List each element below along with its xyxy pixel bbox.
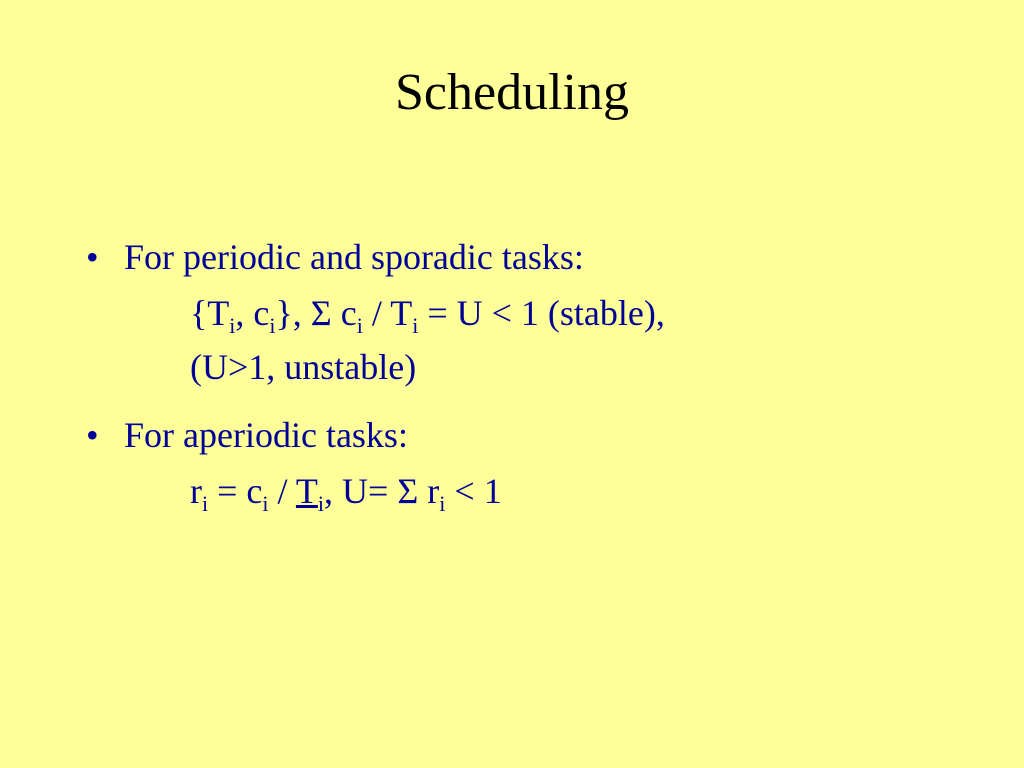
slide-title: Scheduling [395,64,629,121]
subscript-i: i [202,491,209,517]
formula-part: = U < 1 (stable), [418,293,665,333]
formula-part: r [190,471,202,511]
formula-part-underlined: T [295,471,318,511]
formula-unstable: (U>1, unstable) [190,347,417,387]
subscript-i: i [439,491,446,517]
formula-part: , c [235,293,270,333]
bullet-periodic [86,236,584,279]
bullet-periodic-text: For periodic and sporadic tasks: [124,237,584,277]
formula-aperiodic [190,470,502,518]
subscript-i: i [356,313,363,339]
formula-utilization [190,292,665,340]
formula-part: < 1 [445,471,502,511]
formula-part: = c [208,471,263,511]
formula-part: / T [362,293,413,333]
formula-part: }, Σ c [275,293,357,333]
formula-part: / [268,471,296,511]
subscript-i: i [412,313,419,339]
formula-part: , U= Σ r [324,471,440,511]
subscript-i: i [269,313,276,339]
subscript-i: i [317,491,325,517]
formula-part: {T [190,293,230,333]
subscript-i: i [229,313,236,339]
bullet-dot: • [86,415,99,455]
bullet-aperiodic [86,414,408,457]
bullet-aperiodic-text: For aperiodic tasks: [124,415,408,455]
bullet-dot: • [86,237,99,277]
subscript-i: i [262,491,269,517]
